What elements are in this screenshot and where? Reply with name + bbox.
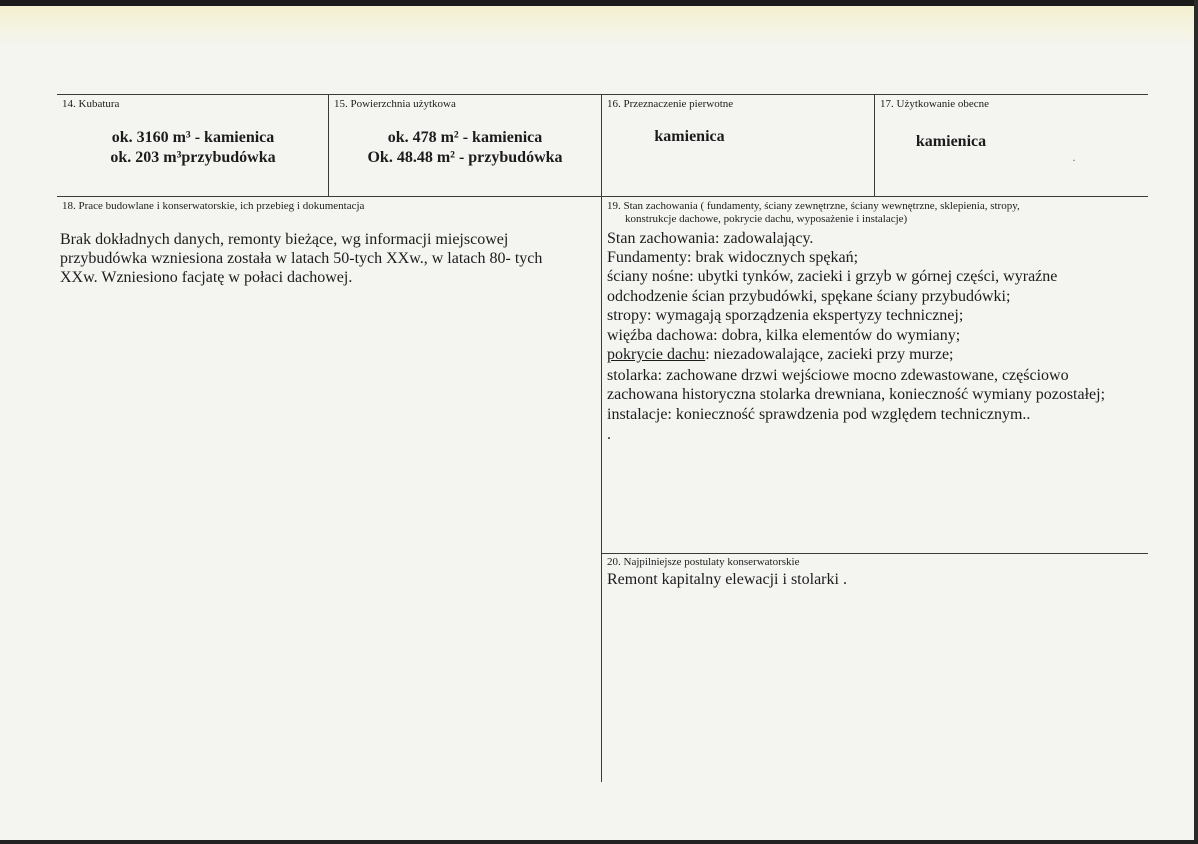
stan-line-1: Stan zachowania: zadowalający. [607,230,814,247]
kubatura-value-2: ok. 203 m³przybudówka [110,149,276,166]
pokrycie-dachu-rest: : niezadowalające, zacieki przy murze; [705,346,954,363]
field-label-stan-zachowania-cont: konstrukcje dachowe, pokrycie dachu, wyposażenie i instalacje) [625,213,908,225]
field-label-kubatura: 14. Kubatura [62,98,120,110]
stan-line-8: stolarka: zachowane drzwi wejściowe mocno zdewastowane, częściowo [607,367,1069,384]
postulaty-text: Remont kapitalny elewacji i stolarki . [607,571,847,588]
stan-line-6: więźba dachowa: dobra, kilka elementów do wymiany; [607,327,961,344]
grid-line-v2 [601,94,602,782]
stan-line-10: instalacje: konieczność sprawdzenia pod względem technicznym.. [607,406,1031,423]
grid-line-top [57,94,1148,95]
field-label-przeznaczenie: 16. Przeznaczenie pierwotne [607,98,734,110]
stray-mark: · [1072,153,1076,167]
field-label-postulaty: 20. Najpilniejsze postulaty konserwatorskie [607,556,800,568]
grid-line-row2-split [601,553,1148,554]
przeznaczenie-value: kamienica [654,128,725,145]
stan-line-3: ściany nośne: ubytki tynków, zacieki i grzyb w górnej części, wyraźne [607,268,1058,285]
prace-line-3: XXw. Wzniesiono facjatę w połaci dachowej. [60,269,353,286]
uzytkowanie-value: kamienica [915,133,987,150]
pokrycie-dachu-underlined: pokrycie dachu [607,346,706,363]
powierzchnia-value-2: Ok. 48.48 m² - przybudówka [367,149,563,166]
grid-line-row1-bottom [57,196,1148,197]
stan-line-2: Fundamenty: brak widocznych spękań; [607,249,859,266]
powierzchnia-value-1: ok. 478 m² - kamienica [387,129,543,146]
field-label-uzytkowanie: 17. Użytkowanie obecne [880,98,990,110]
prace-line-2: przybudówka wzniesiona została w latach 50-tych XXw., w latach 80- tych [60,250,543,267]
field-label-stan-zachowania: 19. Stan zachowania ( fundamenty, ściany zewnętrzne, ściany wewnętrzne, sklepienia, stropy, [607,200,1020,212]
stan-line-5: stropy: wymagają sporządzenia ekspertyzy technicznej; [607,307,964,324]
stan-line-11: . [607,426,611,443]
field-label-powierzchnia: 15. Powierzchnia użytkowa [334,98,456,110]
stan-line-9: zachowana historyczna stolarka drewniana, konieczność wymiany pozostałej; [607,386,1106,403]
prace-line-1: Brak dokładnych danych, remonty bieżące, wg informacji miejscowej [60,231,509,248]
field-label-prace-budowlane: 18. Prace budowlane i konserwatorskie, ich przebieg i dokumentacja [62,200,365,212]
stan-line-7 [607,345,953,364]
kubatura-value-1: ok. 3160 m³ - kamienica [111,129,275,146]
stan-line-4: odchodzenie ścian przybudówki, spękane ściany przybudówki; [607,288,1011,305]
